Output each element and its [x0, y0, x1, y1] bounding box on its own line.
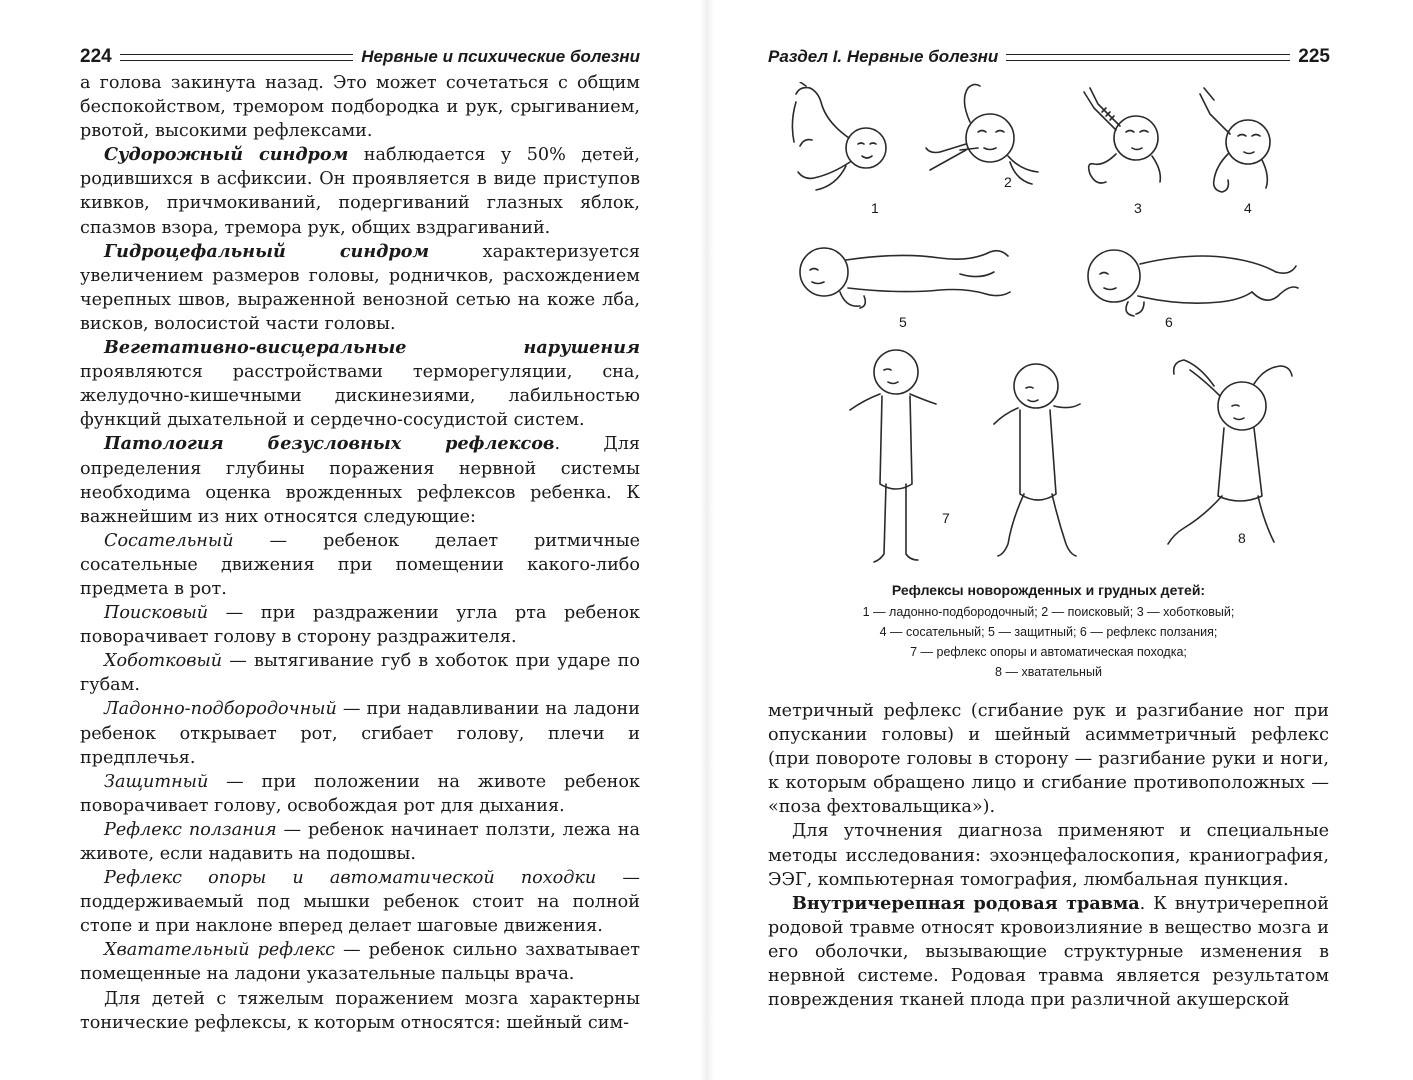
right-page [706, 0, 1413, 1080]
left-body-text [80, 71, 640, 1035]
right-running-header [768, 44, 1330, 70]
figure-label: 5 [899, 314, 907, 330]
paragraph: Вегетативно-висцеральные нарушения проявляются расстройствами терморегуляции, сна, желудочно-кишечными дискинезиями, лабильностью функций дыхательной и сердечно-сосудистой систем. [80, 337, 640, 431]
figure-label: 8 [1238, 530, 1246, 546]
infant-drawing-5 [790, 238, 1020, 318]
paragraph: Ладонно-подбородочный — при надавливании на ладони ребенок открывает рот, сгибает голову, плечи и предплечья. [80, 699, 640, 768]
paragraph: Хватательный рефлекс — ребенок сильно захватывает помещенные на ладони указательные пальцы врача. [80, 940, 640, 985]
right-body-text [768, 699, 1329, 1012]
figure-label: 4 [1244, 200, 1252, 216]
caption-title: Рефлексы новорожденных и грудных детей: [891, 582, 1206, 598]
left-page-number: 224 [80, 46, 112, 67]
paragraph: Рефлекс ползания — ребенок начинает ползти, лежа на животе, если надавить на подошвы. [80, 819, 641, 864]
left-page [0, 0, 706, 1080]
paragraph: Патология безусловных рефлексов. Для определения глубины поражения нервной системы необходима оценка врожденных рефлексов ребенка. К важнейшим из них относятся следующие: [80, 433, 640, 527]
header-rule [1006, 54, 1290, 61]
caption-line: 4 — сосательный; 5 — защитный; 6 — рефлекс ползания; [879, 625, 1218, 639]
reflex-illustrations [768, 78, 1329, 578]
caption-line: 1 — ладонно-подбородочный; 2 — поисковый; 3 — хоботковый; [862, 605, 1235, 619]
infant-drawing-8 [1114, 356, 1314, 556]
header-rule [120, 54, 354, 61]
paragraph: Судорожный синдром наблюдается у 50% детей, родившихся в асфиксии. Он проявляется в виде приступов кивков, причмокиваний, подергиваний глазных яблок, спазмов взора, тремора рук, общих вздрагиваний. [80, 144, 640, 238]
paragraph: Хоботковый — вытягивание губ в хоботок при ударе по губам. [80, 651, 640, 696]
infant-drawing-3 [1064, 82, 1174, 197]
infant-drawing-1 [786, 82, 898, 197]
left-running-title: Нервные и психические болезни [361, 47, 640, 66]
figure-label: 3 [1134, 200, 1142, 216]
figure-label: 7 [942, 510, 950, 526]
caption-line: 8 — хватательный [995, 665, 1102, 679]
infant-drawing-4 [1186, 84, 1286, 199]
paragraph: Для детей с тяжелым поражением мозга характерны тонические рефлексы, к которым относятся: шейный сим- [80, 988, 640, 1033]
infant-drawing-6 [1080, 236, 1310, 326]
right-running-title: Раздел I. Нервные болезни [768, 47, 999, 66]
caption-line: 7 — рефлекс опоры и автоматическая походка; [910, 645, 1187, 659]
paragraph: Рефлекс опоры и автоматической походки — поддерживаемый под мышки ребенок стоит на полной стопе и при наклоне вперед делает шаговые движения. [80, 868, 641, 937]
paragraph: а голова закинута назад. Это может сочетаться с общим беспокойством, тремором подбородка и рук, срыгиванием, рвотой, высокими рефлексами. [80, 73, 640, 142]
left-running-header [80, 44, 640, 70]
paragraph: метричный рефлекс (сгибание рук и разгибание ног при опускании головы) и шейный асимметричный рефлекс (при повороте головы в сторону — разгибание руки и ноги, к которым обращено лицо и сгибание противоположных — «поза фехтовальщика»). [768, 701, 1329, 818]
right-page-number: 225 [1298, 46, 1330, 67]
paragraph: Внутричерепная родовая травма. К внутричерепной родовой травме относят кровоизлияние в вещество мозга и его оболочки, вызывающие структурные изменения в нервной системе. Родовая травма является результатом повреждения тканей плода при различной акушерской [768, 892, 1329, 1011]
paragraph: Для уточнения диагноза применяют и специальные методы исследования: эхоэнцефалоскопия, краниография, ЭЭГ, компьютерная томография, люмбальная пункция. [768, 821, 1329, 890]
infant-drawing-2 [920, 80, 1050, 190]
figure-caption [768, 578, 1329, 682]
paragraph: Сосательный — ребенок делает ритмичные сосательные движения при помещении какого-либо предмета в рот. [80, 530, 640, 599]
paragraph: Поисковый — при раздражении угла рта ребенок поворачивает голову в сторону раздражителя. [80, 603, 640, 648]
paragraph: Защитный — при положении на животе ребенок поворачивает голову, освобождая рот для дыхания. [80, 771, 640, 816]
infant-drawing-7 [844, 344, 1094, 569]
figure-label: 6 [1165, 314, 1173, 330]
figure-label: 1 [871, 200, 879, 216]
figure-label: 2 [1004, 174, 1012, 190]
paragraph: Гидроцефальный синдром характеризуется увеличением размеров головы, родничков, расхождением черепных швов, выраженной венозной сетью на коже лба, висков, волосистой части головы. [80, 240, 640, 334]
